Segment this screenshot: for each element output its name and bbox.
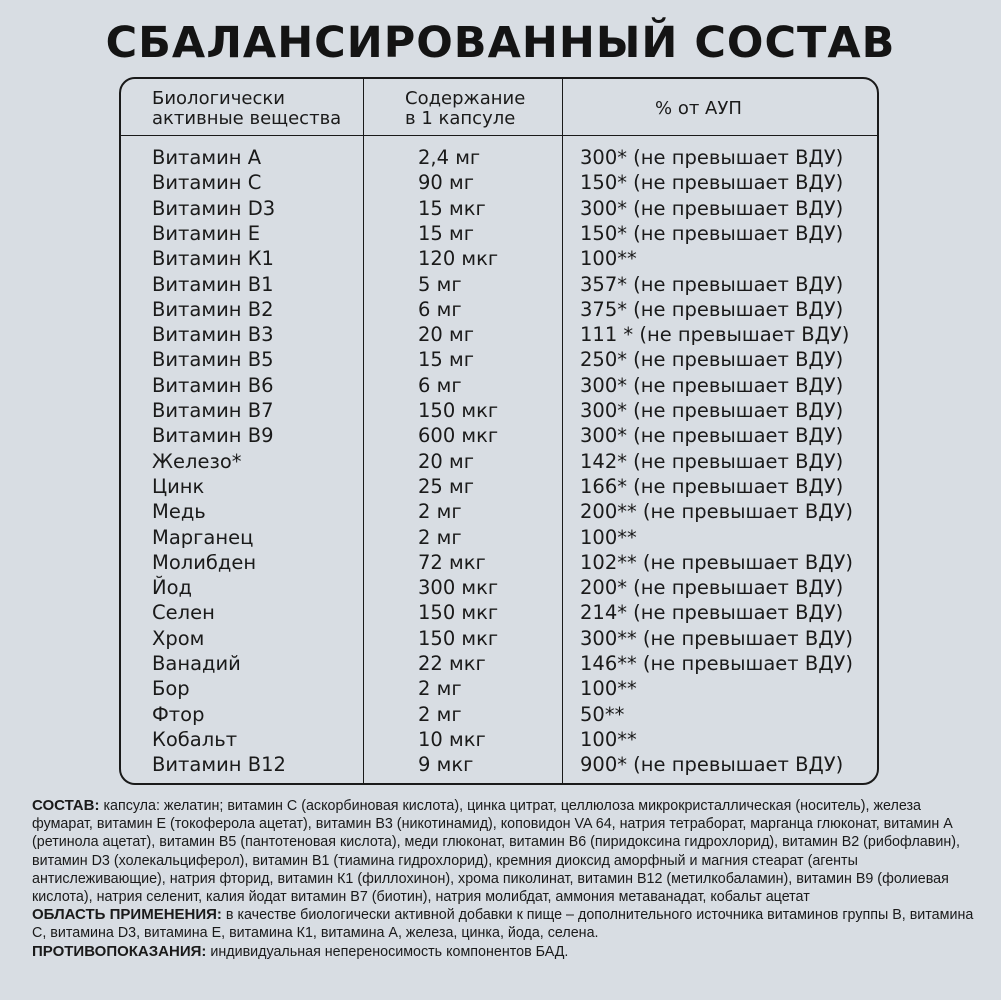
nutrient-name: Витамин В12 [152, 753, 286, 777]
nutrient-name: Витамин Е [152, 221, 261, 245]
nutrient-percent: 146** (не превышает ВДУ) [580, 652, 853, 675]
nutrient-percent: 100** [580, 247, 637, 271]
nutrient-percent: 300* (не превышает ВДУ) [580, 196, 844, 220]
table-row [121, 702, 881, 727]
nutrient-name: Витамин В7 [152, 399, 274, 422]
nutrient-name: Молибден [152, 550, 257, 574]
table-row [121, 727, 881, 752]
nutrient-name: Витамин В6 [152, 373, 274, 397]
nutrient-percent: 100** [580, 727, 637, 751]
table-row [121, 322, 881, 347]
table-row [121, 272, 881, 297]
table-row [121, 196, 881, 221]
nutrient-name: Цинк [152, 474, 205, 498]
table-row [121, 676, 881, 701]
table-row [121, 525, 881, 550]
page-title: СБАЛАНСИРОВАННЫЙ СОСТАВ [105, 18, 896, 68]
nutrient-percent: 300* (не превышает ВДУ) [580, 424, 844, 448]
nutrient-percent: 357* (не превышает ВДУ) [580, 272, 844, 296]
nutrient-name: Витамин А [152, 146, 262, 169]
header-divider [121, 135, 877, 136]
nutrient-name: Кобальт [152, 727, 238, 751]
nutrient-amount: 2 мг [418, 702, 462, 726]
nutrient-amount: 6 мг [418, 297, 462, 321]
usage-text: в качестве биологически активной добавки к пище – дополнительного источника витаминов группы В, витамина С, витамина D3, витамина Е, витамина К1, витамина А, железа, цинка, йода, селена. [32, 907, 974, 942]
nutrient-name: Йод [152, 576, 192, 600]
composition-text: капсула: желатин; витамин С (аскорбиновая кислота), цинка цитрат, целлюлоза микрокристаллическая (носитель), железа фумарат, витамин Е (токоферола ацетат), витамин В3 (никотинамид), коповидон VA 64, натрия тетраборат, марганца глюконат, витамин А (ретинола ацетат), витамин В5 (пантотеновая кислота), меди глюконат, витамин В6 (пиридоксина гидрохлорид), витамин В2 (рибофлавин), витамин D3 (холекальциферол), витамин В1 (тиамина гидрохлорид), кремния диоксид аморфный и магния стеарат (агенты антислеживающие), натрия фторид, витамин К1 (филлохинон), хрома пиколинат, витамин В12 (метилкобаламин), витамин В9 (фолиевая кислота), натрия селенит, калия йодат витамин В7 (биотин), натрия молибдат, аммония метаванадат, кобальт ацетат [32, 798, 960, 906]
nutrient-percent: 102** (не превышает ВДУ) [580, 550, 853, 574]
nutrient-amount: 9 мкг [418, 753, 474, 777]
nutrient-name: Ванадий [152, 652, 241, 675]
table-row [121, 145, 881, 170]
table-row [121, 651, 881, 676]
nutrient-percent: 300* (не превышает ВДУ) [580, 399, 844, 422]
nutrient-amount: 22 мкг [418, 652, 486, 675]
composition-label: СОСТАВ: [32, 797, 100, 814]
usage-paragraph [32, 906, 977, 942]
table-row [121, 626, 881, 651]
contraindications-label: ПРОТИВОПОКАЗАНИЯ: [32, 942, 207, 960]
nutrient-percent: 300* (не превышает ВДУ) [580, 373, 844, 397]
table-row [121, 423, 881, 448]
header-substance-line2: активные вещества [152, 108, 342, 129]
nutrient-name: Фтор [152, 702, 205, 726]
nutrient-percent: 150* (не превышает ВДУ) [580, 221, 844, 245]
nutrient-name: Витамин В5 [152, 348, 274, 372]
composition-paragraph [32, 797, 977, 906]
table-row [121, 600, 881, 625]
nutrient-amount: 600 мкг [418, 424, 499, 448]
header-content [405, 89, 525, 129]
nutrient-name: Витамин В1 [152, 272, 274, 296]
nutrient-amount: 2 мг [418, 500, 462, 524]
nutrient-amount: 15 мг [418, 348, 474, 372]
nutrient-name: Витамин D3 [152, 196, 276, 220]
nutrient-name: Витамин К1 [152, 247, 274, 271]
table-row [121, 297, 881, 322]
nutrient-percent: 150* (не превышает ВДУ) [580, 171, 844, 195]
nutrient-name: Марганец [152, 525, 254, 549]
nutrient-name: Медь [152, 500, 206, 524]
table-row [121, 474, 881, 499]
nutrient-amount: 20 мг [418, 323, 474, 347]
nutrient-name: Бор [152, 677, 190, 701]
table-row [121, 575, 881, 600]
contraindications-text: индивидуальная непереносимость компонентов БАД. [206, 943, 569, 960]
table-row [121, 499, 881, 524]
nutrient-percent: 300** (не превышает ВДУ) [580, 626, 853, 650]
table-row [121, 221, 881, 246]
nutrient-percent: 166* (не превышает ВДУ) [580, 474, 844, 498]
nutrient-percent: 100** [580, 677, 637, 701]
nutrient-amount: 2 мг [418, 677, 462, 701]
nutrient-percent: 50** [580, 702, 625, 726]
nutrient-amount: 6 мг [418, 373, 462, 397]
nutrient-table [119, 77, 879, 785]
nutrient-amount: 20 мг [418, 449, 474, 473]
nutrient-amount: 72 мкг [418, 550, 486, 574]
product-info [32, 797, 977, 961]
contraindications-paragraph [32, 943, 977, 961]
usage-label: ОБЛАСТЬ ПРИМЕНЕНИЯ: [32, 906, 222, 924]
nutrient-percent: 111 * (не превышает ВДУ) [580, 323, 850, 347]
header-substance-line1: Биологически [152, 88, 285, 109]
table-row [121, 550, 881, 575]
nutrient-amount: 150 мкг [418, 399, 499, 422]
nutrient-amount: 2,4 мг [418, 146, 481, 169]
nutrient-amount: 10 мкг [418, 727, 486, 751]
nutrient-amount: 300 мкг [418, 576, 499, 600]
table-row [121, 449, 881, 474]
nutrient-percent: 200* (не превышает ВДУ) [580, 576, 844, 600]
nutrient-name: Витамин В2 [152, 297, 274, 321]
nutrient-name: Витамин В3 [152, 323, 274, 347]
table-row [121, 246, 881, 271]
table-row [121, 398, 881, 423]
nutrient-name: Селен [152, 601, 215, 625]
header-percent: % от АУП [655, 98, 742, 119]
nutrient-amount: 150 мкг [418, 601, 499, 625]
nutrient-percent: 214* (не превышает ВДУ) [580, 601, 844, 625]
nutrient-percent: 200** (не превышает ВДУ) [580, 500, 853, 524]
nutrient-amount: 25 мг [418, 474, 474, 498]
header-content-line2: в 1 капсуле [405, 108, 516, 129]
nutrient-percent: 250* (не превышает ВДУ) [580, 348, 844, 372]
nutrient-percent: 375* (не превышает ВДУ) [580, 297, 844, 321]
nutrient-name: Витамин В9 [152, 424, 274, 448]
nutrient-amount: 150 мкг [418, 626, 499, 650]
nutrient-name: Витамин С [152, 171, 262, 195]
nutrient-amount: 2 мг [418, 525, 462, 549]
nutrient-percent: 900* (не превышает ВДУ) [580, 753, 844, 777]
table-row [121, 170, 881, 195]
table-row [121, 347, 881, 372]
nutrient-percent: 300* (не превышает ВДУ) [580, 146, 844, 169]
nutrient-percent: 100** [580, 525, 637, 549]
nutrient-name: Хром [152, 626, 205, 650]
nutrient-amount: 120 мкг [418, 247, 499, 271]
nutrient-amount: 90 мг [418, 171, 474, 195]
table-row [121, 752, 881, 777]
table-row [121, 373, 881, 398]
nutrient-amount: 15 мг [418, 221, 474, 245]
header-content-line1: Содержание [405, 88, 526, 109]
nutrient-name: Железо* [152, 449, 242, 473]
nutrient-amount: 5 мг [418, 272, 462, 296]
nutrient-percent: 142* (не превышает ВДУ) [580, 449, 844, 473]
header-substance [152, 89, 341, 129]
nutrient-amount: 15 мкг [418, 196, 486, 220]
